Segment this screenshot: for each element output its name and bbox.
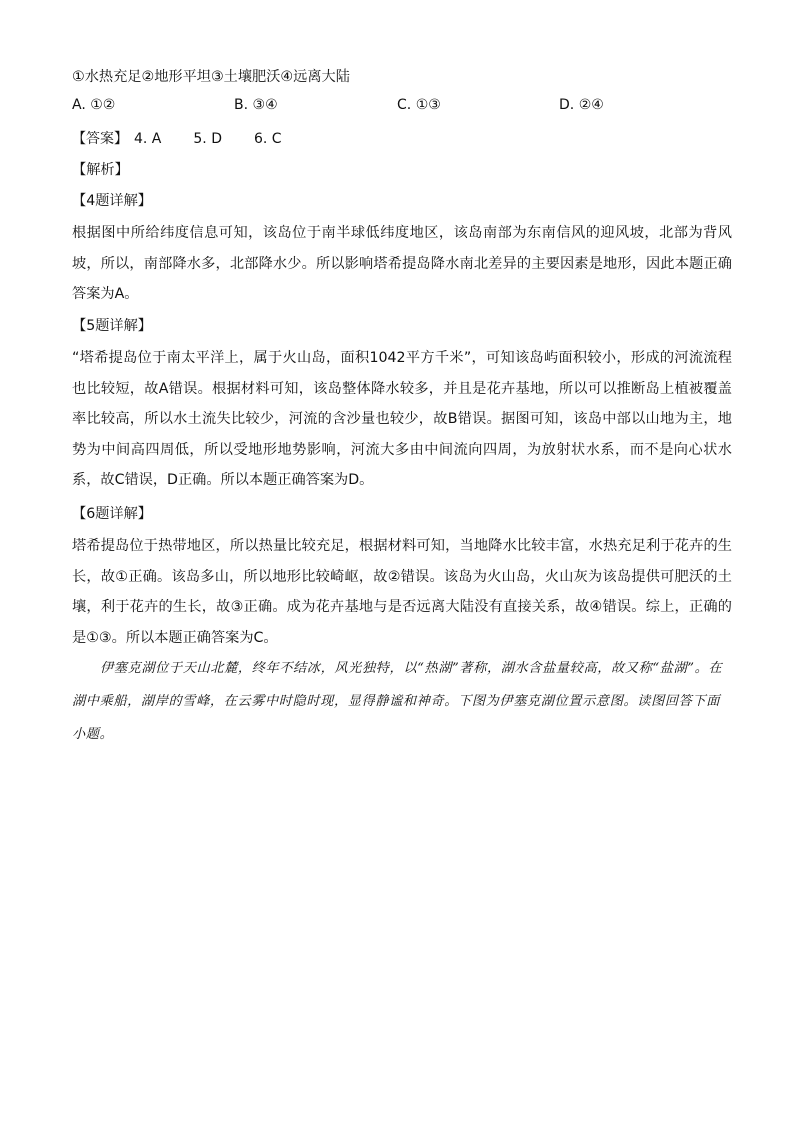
answer-item: 6. C: [253, 131, 282, 147]
q6-heading: 【6题详解】: [72, 506, 152, 522]
answer-item: 4. A: [134, 131, 162, 147]
choice-letter: A.: [72, 97, 86, 113]
choice-text: ①③: [415, 97, 441, 113]
q6-text: 塔希提岛位于热带地区，所以热量比较充足，根据材料可知，当地降水比较丰富，水热充足利于花卉的生长，故①正确。该岛多山，所以地形比较崎岖，故②错误。该岛为火山岛，火山灰为该岛提供可肥沃的土壤，利于花卉的生长，故③正确。成为花卉基地与是否远离大陆没有直接关系，故④错误。综上，正确的是①③。所以本题正确答案为C。: [72, 538, 732, 646]
q4-text: 根据图中所给纬度信息可知，该岛位于南半球低纬度地区，该岛南部为东南信风的迎风坡，北部为背风坡，所以，南部降水多，北部降水少。所以影响塔希提岛降水南北差异的主要因素是地形，因此本题正确答案为A。: [72, 225, 732, 302]
answer-line: [72, 128, 282, 150]
answer-label: 【答案】: [72, 131, 128, 147]
choice-b: [234, 97, 278, 113]
choice-letter: C.: [397, 97, 412, 113]
choice-d: [559, 97, 604, 113]
choice-letter: D.: [559, 97, 575, 113]
choice-row: [72, 97, 732, 119]
q4-heading: 【4题详解】: [72, 193, 152, 209]
choice-a: [72, 97, 115, 113]
answer-item: 5. D: [193, 131, 222, 147]
material-passage: 伊塞克湖位于天山北麓，终年不结冰，风光独特，以“热湖”著称，湖水含盐量较高，故又称“盐湖”。在湖中乘船，湖岸的雪峰，在云雾中时隐时现，显得静谧和神奇。下图为伊塞克湖位置示意图。读图回答下面小题。: [72, 661, 723, 742]
choice-text: ③④: [252, 97, 278, 113]
choice-letter: B.: [234, 97, 249, 113]
analysis-label: 【解析】: [72, 162, 129, 178]
options-line: ①水热充足②地形平坦③土壤肥沃④远离大陆: [72, 69, 350, 85]
choice-c: [397, 97, 441, 113]
choice-text: ②④: [578, 97, 604, 113]
q5-heading: 【5题详解】: [72, 318, 152, 334]
choice-text: ①②: [90, 97, 116, 113]
q5-text: “塔希提岛位于南太平洋上，属于火山岛，面积1042平方千米”，可知该岛屿面积较小，形成的河流流程也比较短，故A错误。根据材料可知，该岛整体降水较多，并且是花卉基地，所以可以推断岛上植被覆盖率比较高，所以水土流失比较少，河流的含沙量也较少，故B错误。据图可知，该岛中部以山地为主，地势为中间高四周低，所以受地形地势影响，河流大多由中间流向四周，为放射状水系，而不是向心状水系，故C错误，D正确。所以本题正确答案为D。: [72, 350, 732, 488]
